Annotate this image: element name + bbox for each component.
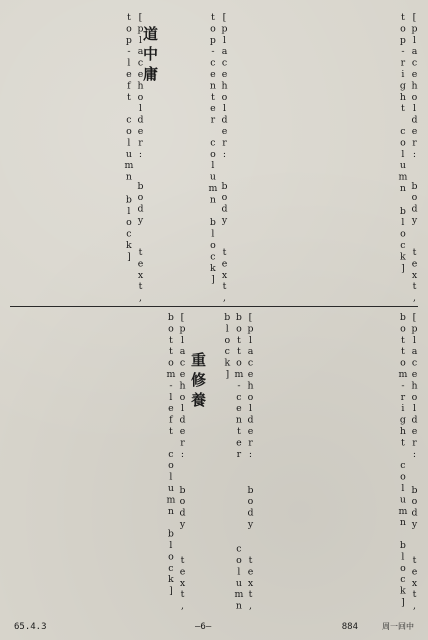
- bottom-left-column: [placeholder: body text, bottom-left column block]: [165, 312, 188, 612]
- top-center-column: [placeholder: body text, top-center column block]: [207, 12, 230, 304]
- footer-issue: 884: [341, 622, 358, 632]
- footer-page-center: —6—: [195, 622, 212, 632]
- section-divider: [10, 306, 418, 307]
- top-left-column: [placeholder: body text, top-left column block]: [123, 12, 146, 304]
- top-right-column: [placeholder: body text, top-right column block]: [397, 12, 420, 304]
- bottom-center-column: [placeholder: body text, bottom-center column block]: [221, 312, 256, 612]
- footer-issue-label: 周一回中: [382, 622, 414, 631]
- footer-date: 65.4.3: [14, 622, 47, 632]
- section-heading-bottom: 重修養: [189, 352, 207, 412]
- section-heading-top: 道中庸: [141, 26, 159, 86]
- bottom-right-column: [placeholder: body text, bottom-right column block]: [397, 312, 420, 612]
